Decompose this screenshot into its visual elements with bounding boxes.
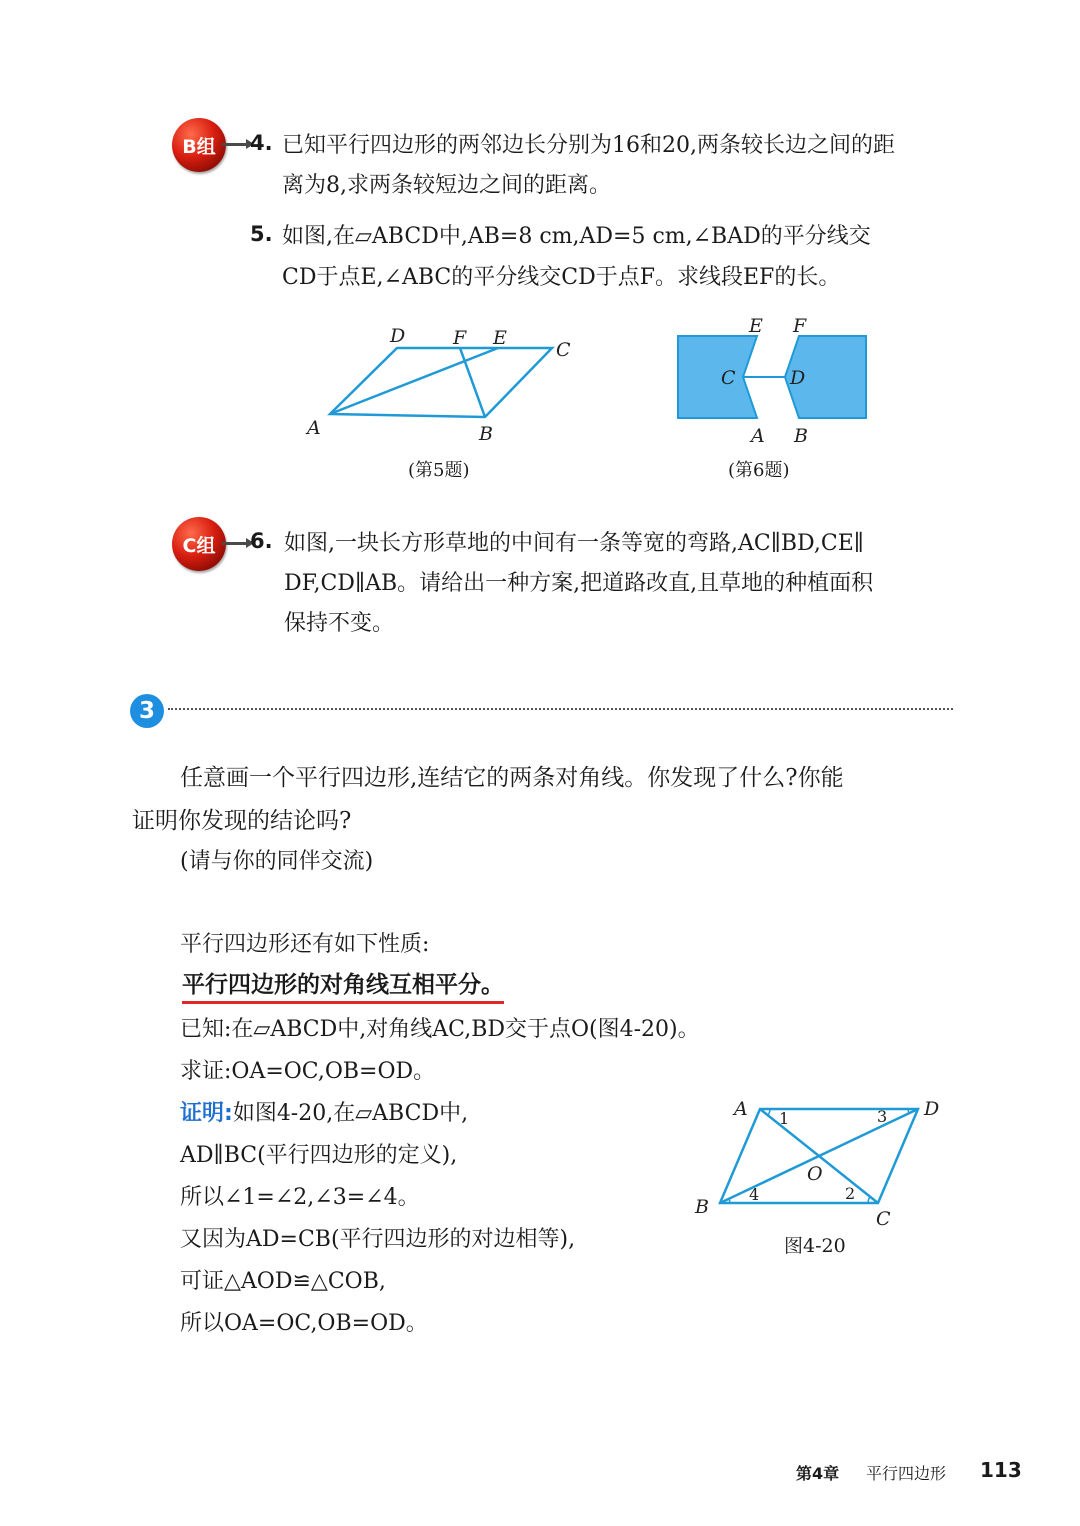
- proof-line-2: AD∥BC(平行四边形的定义),: [180, 1143, 458, 1168]
- proof-label: 证明:: [180, 1101, 233, 1126]
- angle-1-label: 1: [779, 1109, 790, 1128]
- question-6-line-1: 如图,一块长方形草地的中间有一条等宽的弯路,AC∥BD,CE∥: [284, 531, 864, 556]
- label-b: B: [695, 1196, 709, 1218]
- question-6-number: 6.: [250, 529, 273, 553]
- label-d: D: [390, 325, 406, 347]
- label-d: D: [924, 1098, 940, 1120]
- question-5-line-1: 如图,在▱ABCD中,AB=8 cm,AD=5 cm,∠BAD的平分线交: [282, 224, 871, 249]
- proof-line-5: 可证△AOD≌△COB,: [180, 1269, 386, 1294]
- label-d: D: [790, 367, 806, 389]
- label-e: E: [493, 327, 507, 349]
- question-4-line-1: 已知平行四边形的两邻边长分别为16和20,两条较长边之间的距: [282, 133, 895, 158]
- given-statement: 已知:在▱ABCD中,对角线AC,BD交于点O(图4-20)。: [180, 1017, 700, 1042]
- group-b-pointer: [222, 143, 248, 146]
- label-o: O: [807, 1163, 823, 1185]
- label-a: A: [307, 417, 321, 439]
- question-6-line-3: 保持不变。: [284, 611, 395, 636]
- question-5-number: 5.: [250, 222, 273, 246]
- label-c: C: [876, 1208, 891, 1230]
- proof-line-4: 又因为AD=CB(平行四边形的对边相等),: [180, 1227, 576, 1252]
- group-b-label: B组: [182, 135, 216, 158]
- figure-4-20-caption: 图4-20: [784, 1235, 846, 1257]
- page-number: 113: [980, 1458, 1022, 1482]
- angle-3-label: 3: [877, 1107, 888, 1126]
- figure-problem-5: [290, 318, 600, 448]
- figure-4-20: [690, 1092, 955, 1237]
- group-c-label: C组: [182, 534, 216, 557]
- proof-line-1: [180, 1096, 468, 1127]
- question-5-line-2: CD于点E,∠ABC的平分线交CD于点F。求线段EF的长。: [282, 265, 841, 290]
- explore-line-2: 证明你发现的结论吗?: [132, 808, 352, 834]
- figure-6-caption: (第6题): [728, 460, 790, 481]
- group-b-badge: [172, 118, 226, 172]
- label-c: C: [556, 339, 571, 361]
- label-a: A: [734, 1098, 748, 1120]
- section-divider: [168, 708, 953, 710]
- explore-line-3: (请与你的同伴交流): [180, 849, 374, 874]
- footer-chapter: 第4章: [796, 1464, 840, 1483]
- label-e: E: [749, 315, 763, 337]
- explore-line-1: 任意画一个平行四边形,连结它的两条对角线。你发现了什么?你能: [180, 765, 844, 791]
- group-c-pointer: [222, 542, 248, 545]
- group-c-badge: [172, 517, 226, 571]
- proof-line-6: 所以OA=OC,OB=OD。: [180, 1311, 428, 1336]
- label-f: F: [453, 327, 467, 349]
- proof-line-1-text: 如图4-20,在▱ABCD中,: [232, 1101, 469, 1126]
- parallelogram-abcd: [330, 348, 552, 417]
- label-b: B: [794, 425, 808, 447]
- footer-title: 平行四边形: [866, 1464, 947, 1483]
- label-f: F: [793, 315, 807, 337]
- angle-2-label: 2: [845, 1184, 856, 1203]
- figure-problem-6: [670, 312, 875, 452]
- proof-line-3: 所以∠1=∠2,∠3=∠4。: [180, 1185, 420, 1210]
- section-number-text: 3: [138, 698, 155, 724]
- property-intro: 平行四边形还有如下性质:: [180, 932, 430, 957]
- figure-5-caption: (第5题): [408, 460, 470, 481]
- section-number: [130, 694, 164, 728]
- angle-4-label: 4: [749, 1185, 760, 1204]
- question-4-number: 4.: [250, 131, 273, 155]
- prove-statement: 求证:OA=OC,OB=OD。: [180, 1059, 436, 1084]
- label-c: C: [721, 367, 736, 389]
- label-b: B: [479, 423, 493, 445]
- label-a: A: [751, 425, 765, 447]
- key-property: 平行四边形的对角线互相平分。: [182, 966, 504, 1004]
- question-6-line-2: DF,CD∥AB。请给出一种方案,把道路改直,且草地的种植面积: [284, 571, 874, 596]
- question-4-line-2: 离为8,求两条较短边之间的距离。: [282, 173, 611, 198]
